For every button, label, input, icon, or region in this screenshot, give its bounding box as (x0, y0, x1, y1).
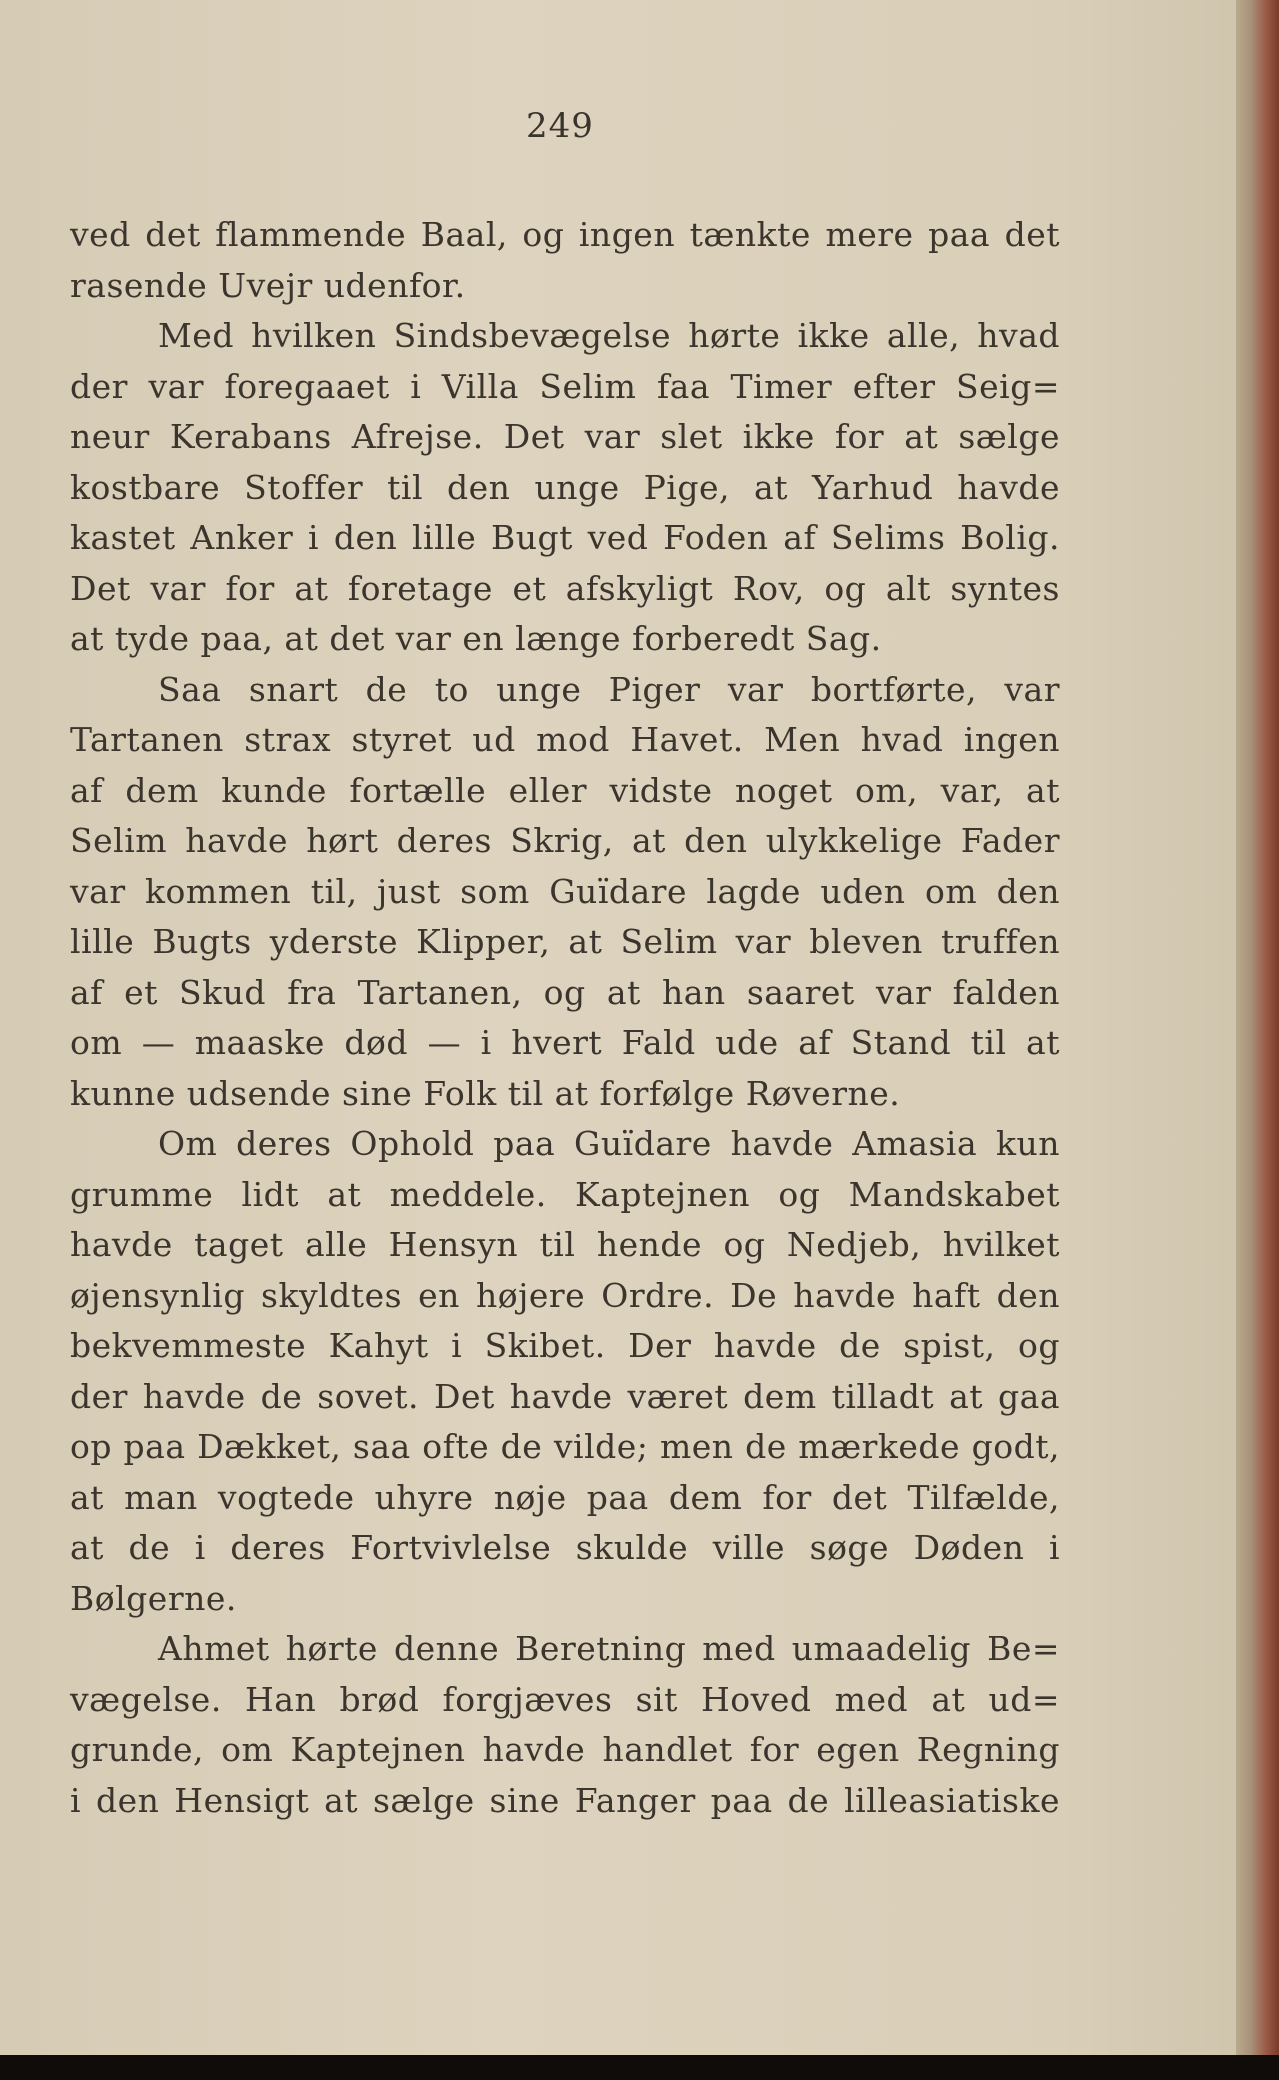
text-line: Om deres Ophold paa Guïdare havde Amasia kun (158, 1124, 1060, 1163)
text-line: kostbare Stoffer til den unge Pige, at Yarhud havde (70, 467, 1060, 507)
text-line: lille Bugts yderste Klipper, at Selim var bleven truffen (70, 922, 1060, 961)
text-line: øjensynlig skyldtes en højere Ordre. De havde haft den (70, 1275, 1060, 1315)
text-line: op paa Dækket, saa ofte de vilde; men de mærkede godt, (70, 1427, 1060, 1466)
text-line: af et Skud fra Tartanen, og at han saaret var falden (70, 972, 1060, 1012)
text-line: at tyde paa, at det var en længe forberedt Sag. (70, 619, 882, 658)
scan-border (0, 2055, 1279, 2080)
text-line: i den Hensigt at sælge sine Fanger paa de lilleasiatiske (70, 1780, 1060, 1820)
text-line: havde taget alle Hensyn til hende og Nedjeb, hvilket (70, 1225, 1060, 1264)
text-line: bekvemmeste Kahyt i Skibet. Der havde de spist, og (70, 1326, 1060, 1365)
text-line: kastet Anker i den lille Bugt ved Foden af Selims Bolig. (70, 518, 1060, 557)
text-line: neur Kerabans Afrejse. Det var slet ikke for at sælge (70, 417, 1060, 456)
page-number: 249 (526, 106, 594, 146)
text-line: om — maaske død — i hvert Fald ude af Stand til at (70, 1023, 1060, 1062)
page-edge (1236, 0, 1279, 2055)
text-line: rasende Uvejr udenfor. (70, 265, 466, 305)
text-line: der havde de sovet. Det havde været dem tilladt at gaa (70, 1376, 1060, 1416)
text-line: at de i deres Fortvivlelse skulde ville søge Døden i (70, 1528, 1060, 1567)
text-line: der var foregaaet i Villa Selim faa Timer efter Seig= (70, 366, 1060, 406)
text-line: vægelse. Han brød forgjæves sit Hoved med at ud= (70, 1679, 1060, 1719)
text-line: at man vogtede uhyre nøje paa dem for det Tilfælde, (70, 1477, 1060, 1517)
body-text (70, 210, 1060, 1826)
text-line: Tartanen strax styret ud mod Havet. Men hvad ingen (70, 720, 1060, 759)
text-line: Ahmet hørte denne Beretning med umaadelig Be= (158, 1629, 1060, 1668)
text-line: Med hvilken Sindsbevægelse hørte ikke alle, hvad (158, 316, 1060, 355)
text-line: Det var for at foretage et afskyligt Rov, og alt syntes (70, 568, 1060, 608)
text-line: Selim havde hørt deres Skrig, at den ulykkelige Fader (70, 821, 1060, 860)
text-line: grunde, om Kaptejnen havde handlet for egen Regning (70, 1730, 1060, 1769)
text-line: af dem kunde fortælle eller vidste noget om, var, at (70, 770, 1060, 810)
text-line: grumme lidt at meddele. Kaptejnen og Mandskabet (70, 1174, 1060, 1214)
text-line: kunne udsende sine Folk til at forfølge Røverne. (70, 1073, 901, 1113)
text-line: Bølgerne. (70, 1578, 237, 1618)
text-line: Saa snart de to unge Piger var bortførte, var (158, 669, 1060, 709)
text-line: ved det flammende Baal, og ingen tænkte mere paa det (70, 215, 1060, 254)
text-line: var kommen til, just som Guïdare lagde uden om den (70, 871, 1060, 911)
